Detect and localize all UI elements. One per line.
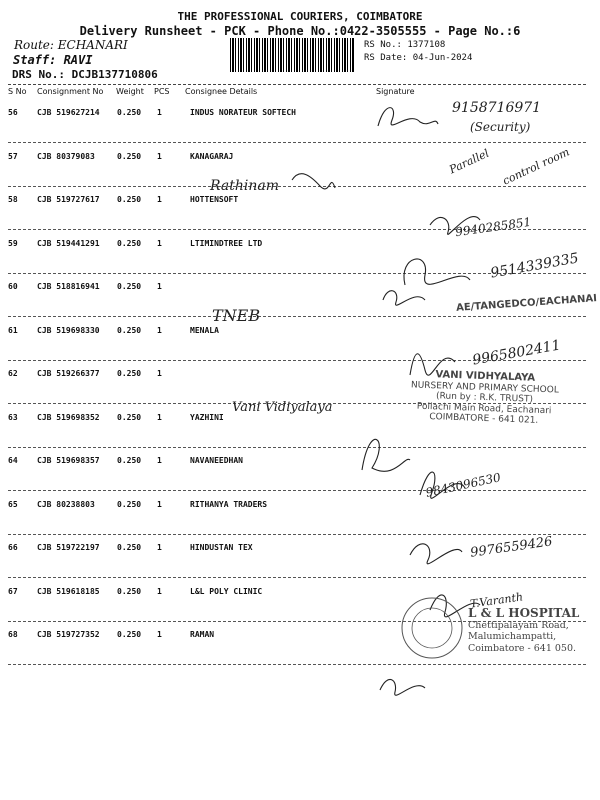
row-consignee: RITHANYA TRADERS [190, 499, 268, 509]
row-pcs: 1 [157, 456, 162, 465]
row-consignee: LTIMINDTREE LTD [190, 238, 263, 248]
handwritten-phone-56: 9158716971 [452, 100, 542, 116]
handwritten-phone-61: 9965802411 [471, 337, 562, 369]
row-consignment-no: CJB 519441291 [37, 238, 100, 248]
row-consignee: KANAGARAJ [190, 151, 234, 161]
row-weight: 0.250 [117, 586, 142, 596]
signature-63 [362, 439, 410, 471]
col-pcs: PCS [154, 87, 170, 96]
row-consignment-no: CJB 518816941 [37, 282, 100, 291]
stamp-line: L & L HOSPITAL [468, 606, 580, 620]
row-sno: 60 [8, 282, 18, 291]
row-weight: 0.250 [117, 369, 142, 378]
row-sno: 63 [8, 412, 18, 422]
col-sno: S No [8, 87, 27, 96]
row-consignee: RAMAN [190, 630, 215, 639]
stamp-vani-vidhyalaya [381, 368, 588, 428]
row-sno: 61 [8, 325, 18, 335]
row-sno: 57 [8, 151, 18, 161]
hospital-stamp-seal [402, 598, 462, 658]
row-pcs: 1 [157, 282, 162, 291]
handwritten-phone-58: 9940285851 [454, 214, 532, 240]
row-consignment-no: CJB 519698357 [37, 456, 100, 465]
row-consignee: MENALA [190, 325, 219, 335]
row-weight: 0.250 [117, 238, 142, 248]
stamp-line: Pollachi Main Road, Eachanari [416, 401, 552, 416]
row-pcs: 1 [157, 325, 162, 335]
row-weight: 0.250 [117, 630, 142, 639]
handwritten-phone-59: 9514339335 [489, 250, 580, 282]
row-weight: 0.250 [117, 195, 142, 204]
hospital-stamp-inner [412, 608, 452, 648]
row-consignee: NAVANEEDHAN [190, 456, 243, 465]
handwritten-note-57b: control room [500, 145, 572, 188]
handwritten-consignee-62: Vani Vidiyalaya [232, 400, 333, 415]
row-consignee: YAZHINI [190, 412, 224, 422]
rs-number: RS No.: 1377108 [364, 40, 446, 50]
handwritten-name-57: Rathinam [210, 178, 279, 194]
stamp-line: Chettipalayam Road, [468, 619, 569, 631]
row-sno: 58 [8, 195, 18, 204]
row-weight: 0.250 [117, 325, 142, 335]
handwritten-name-66: T.Varanth [469, 590, 524, 611]
row-consignment-no: CJB 519618185 [37, 586, 100, 596]
row-consignment-no: CJB 519266377 [37, 369, 100, 378]
col-weight: Weight [116, 87, 144, 96]
signature-56 [378, 108, 438, 126]
col-consignment: Consignment No [37, 87, 104, 96]
row-pcs: 1 [157, 543, 162, 552]
row-pcs: 1 [157, 369, 162, 378]
route-label: Route: ECHANARI [14, 38, 128, 52]
stamp-line: Coimbatore - 641 050. [468, 642, 577, 654]
stamp-line: NURSERY AND PRIMARY SCHOOL [410, 379, 559, 396]
signature-57a [292, 174, 335, 189]
rs-date: RS Date: 04-Jun-2024 [364, 53, 473, 63]
stamp-ll-hospital [468, 608, 579, 654]
row-pcs: 1 [157, 412, 162, 422]
signature-59 [404, 259, 470, 285]
row-pcs: 1 [157, 195, 162, 204]
row-sno: 59 [8, 238, 18, 248]
row-sno: 68 [8, 630, 18, 639]
row-consignee: HOTTENSOFT [190, 195, 239, 204]
row-consignment-no: CJB 519722197 [37, 543, 100, 552]
row-pcs: 1 [157, 108, 162, 117]
signature-68 [380, 679, 425, 695]
signature-65 [410, 544, 462, 564]
row-weight: 0.250 [117, 543, 142, 552]
row-consignee: HINDUSTAN TEX [190, 543, 253, 552]
row-weight: 0.250 [117, 456, 142, 465]
handwritten-phone-64: 9843096530 [424, 470, 502, 500]
row-sno: 56 [8, 108, 18, 117]
row-sno: 62 [8, 369, 18, 378]
signature-60 [383, 291, 425, 306]
drs-number: DRS No.: DCJB137710806 [12, 68, 158, 81]
row-pcs: 1 [157, 151, 162, 161]
row-sno: 66 [8, 543, 18, 552]
row-weight: 0.250 [117, 108, 142, 117]
row-sno: 67 [8, 586, 18, 596]
stamp-line: (Run by : R.K. TRUST) [435, 391, 534, 405]
row-consignee: INDUS NORATEUR SOFTECH [190, 108, 296, 117]
row-weight: 0.250 [117, 412, 142, 422]
row-consignment-no: CJB 80238803 [37, 499, 95, 509]
row-pcs: 1 [157, 499, 162, 509]
row-consignment-no: CJB 519627214 [37, 108, 100, 117]
row-consignment-no: CJB 80379083 [37, 151, 95, 161]
row-weight: 0.250 [117, 499, 142, 509]
row-sno: 65 [8, 499, 18, 509]
row-sno: 64 [8, 456, 18, 465]
handwritten-phone-65: 9976559426 [469, 534, 554, 561]
row-weight: 0.250 [117, 151, 142, 161]
row-consignment-no: CJB 519727617 [37, 195, 100, 204]
stamp-tangedco: AE/TANGEDCO/EACHANAI [455, 293, 598, 314]
row-pcs: 1 [157, 238, 162, 248]
col-signature: Signature [376, 87, 415, 96]
row-consignee: L&L POLY CLINIC [190, 586, 263, 596]
stamp-line: COIMBATORE - 641 021. [429, 412, 539, 426]
staff-label: Staff: RAVI [13, 53, 93, 67]
company-title: THE PROFESSIONAL COURIERS, COIMBATORE [177, 10, 423, 23]
row-consignment-no: CJB 519698352 [37, 412, 100, 422]
stamp-line: Malumichampatti, [468, 631, 557, 642]
row-pcs: 1 [157, 586, 162, 596]
row-consignment-no: CJB 519698330 [37, 325, 100, 335]
row-consignment-no: CJB 519727352 [37, 630, 100, 639]
col-consignee: Consignee Details [185, 87, 258, 96]
row-weight: 0.250 [117, 282, 142, 291]
handwritten-note-56: (Security) [470, 120, 531, 134]
handwritten-consignee-60: TNEB [212, 306, 261, 325]
row-pcs: 1 [157, 630, 162, 639]
handwritten-note-57a: Parallel [447, 146, 492, 177]
runsheet-subtitle: Delivery Runsheet - PCK - Phone No.:0422-3505555 - Page No.:6 [79, 24, 521, 38]
stamp-line: VANI VIDHYALAYA [435, 369, 536, 384]
